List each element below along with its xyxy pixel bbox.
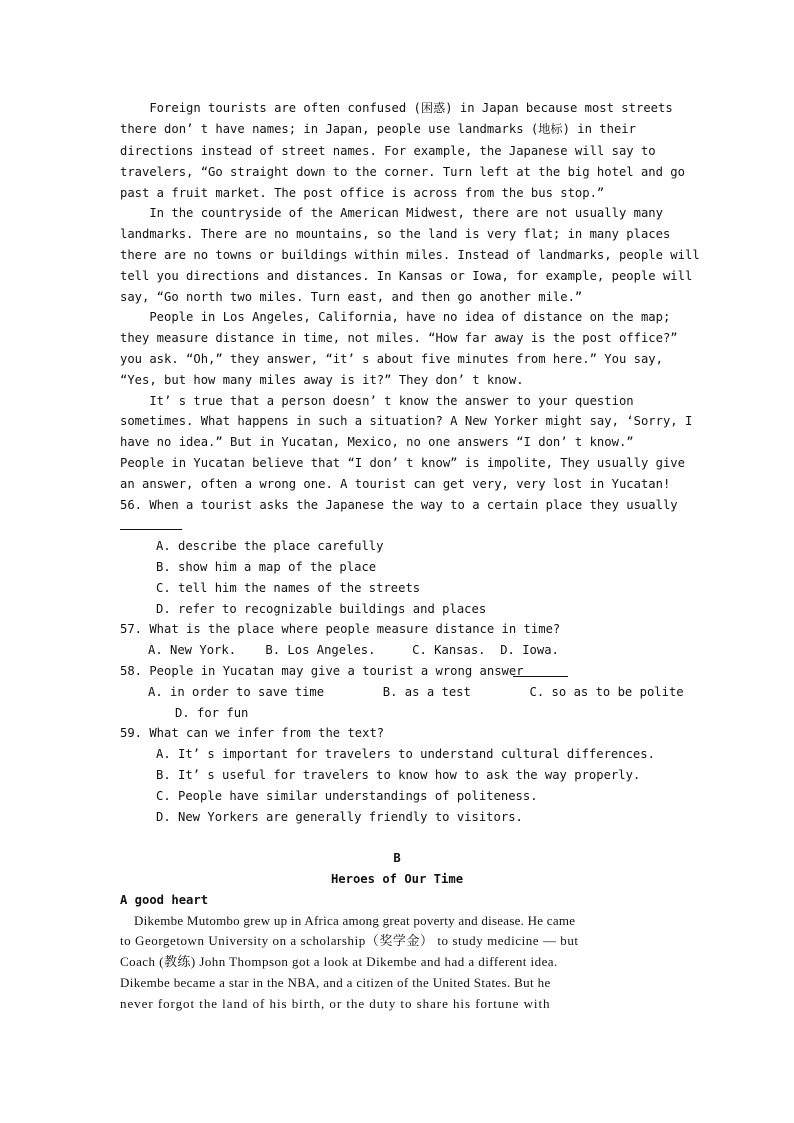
passage-a-line: there don’ t have names; in Japan, people use landmarks (地标) in their (120, 122, 636, 136)
passage-a-line: People in Yucatan believe that “I don’ t know” is impolite, They usually give (120, 456, 685, 470)
question-stem: 57. What is the place where people measure distance in time? (120, 622, 561, 636)
passage-b-line: Dikembe became a star in the NBA, and a citizen of the United States. But he (120, 975, 551, 990)
passage-a-line: have no idea.” But in Yucatan, Mexico, no one answers “I don’ t know.” (120, 435, 634, 449)
passage-subheading: A good heart (120, 893, 209, 907)
answer-option: D. for fun (175, 706, 249, 720)
passage-a-line: say, “Go north two miles. Turn east, and then go another mile.” (120, 290, 583, 304)
passage-b-line: Dikembe Mutombo grew up in Africa among great poverty and disease. He came (120, 913, 576, 928)
answer-option: A. describe the place carefully (156, 539, 384, 553)
answer-options-row: A. New York. B. Los Angeles. C. Kansas. D. Iowa. (148, 643, 559, 657)
passage-a-line: It’ s true that a person doesn’ t know the answer to your question (120, 394, 634, 408)
answer-option: D. New Yorkers are generally friendly to visitors. (156, 810, 523, 824)
passage-a-line: past a fruit market. The post office is across from the bus stop.” (120, 186, 605, 200)
passage-a-line: tell you directions and distances. In Kansas or Iowa, for example, people will (120, 269, 693, 283)
passage-a-line: they measure distance in time, not miles. “How far away is the post office?” (120, 331, 678, 345)
passage-b-line: to Georgetown University on a scholarship（奖学金） to study medicine — but (120, 933, 579, 948)
passage-a-line: landmarks. There are no mountains, so the land is very flat; in many places (120, 227, 671, 241)
passage-a-line: In the countryside of the American Midwest, there are not usually many (120, 206, 663, 220)
question-stem: 59. What can we infer from the text? (120, 726, 385, 740)
answer-blank (120, 529, 182, 530)
passage-a-line: People in Los Angeles, California, have no idea of distance on the map; (120, 310, 671, 324)
passage-a-line: there are no towns or buildings within miles. Instead of landmarks, people will (120, 248, 700, 262)
passage-a-line: “Yes, but how many miles away is it?” They don’ t know. (120, 373, 524, 387)
answer-option: B. It’ s useful for travelers to know how to ask the way properly. (156, 768, 641, 782)
passage-a-line: Foreign tourists are often confused (困惑) in Japan because most streets (120, 101, 673, 115)
answer-option: C. People have similar understandings of politeness. (156, 789, 538, 803)
passage-b-line: never forgot the land of his birth, or the duty to share his fortune with (120, 996, 551, 1011)
passage-b-line: Coach (教练) John Thompson got a look at Dikembe and had a different idea. (120, 954, 558, 969)
passage-a-line: directions instead of street names. For example, the Japanese will say to (120, 144, 656, 158)
section-label: B (393, 851, 401, 865)
question-stem: 58. People in Yucatan may give a tourist a wrong answer (120, 664, 524, 678)
answer-options-row: A. in order to save time B. as a test C. so as to be polite (148, 685, 684, 699)
answer-option: C. tell him the names of the streets (156, 581, 421, 595)
answer-option: A. It’ s important for travelers to understand cultural differences. (156, 747, 655, 761)
answer-option: D. refer to recognizable buildings and places (156, 602, 487, 616)
passage-title: Heroes of Our Time (330, 872, 464, 886)
passage-a-line: sometimes. What happens in such a situation? A New Yorker might say, ‘Sorry, I (120, 414, 693, 428)
passage-a-line: an answer, often a wrong one. A tourist can get very, very lost in Yucatan! (120, 477, 671, 491)
answer-blank (513, 676, 568, 677)
answer-option: B. show him a map of the place (156, 560, 377, 574)
passage-a-line: travelers, “Go straight down to the corner. Turn left at the big hotel and go (120, 165, 685, 179)
question-stem: 56. When a tourist asks the Japanese the way to a certain place they usually (120, 498, 678, 512)
passage-a-line: you ask. “Oh,” they answer, “it’ s about five minutes from here.” You say, (120, 352, 663, 366)
